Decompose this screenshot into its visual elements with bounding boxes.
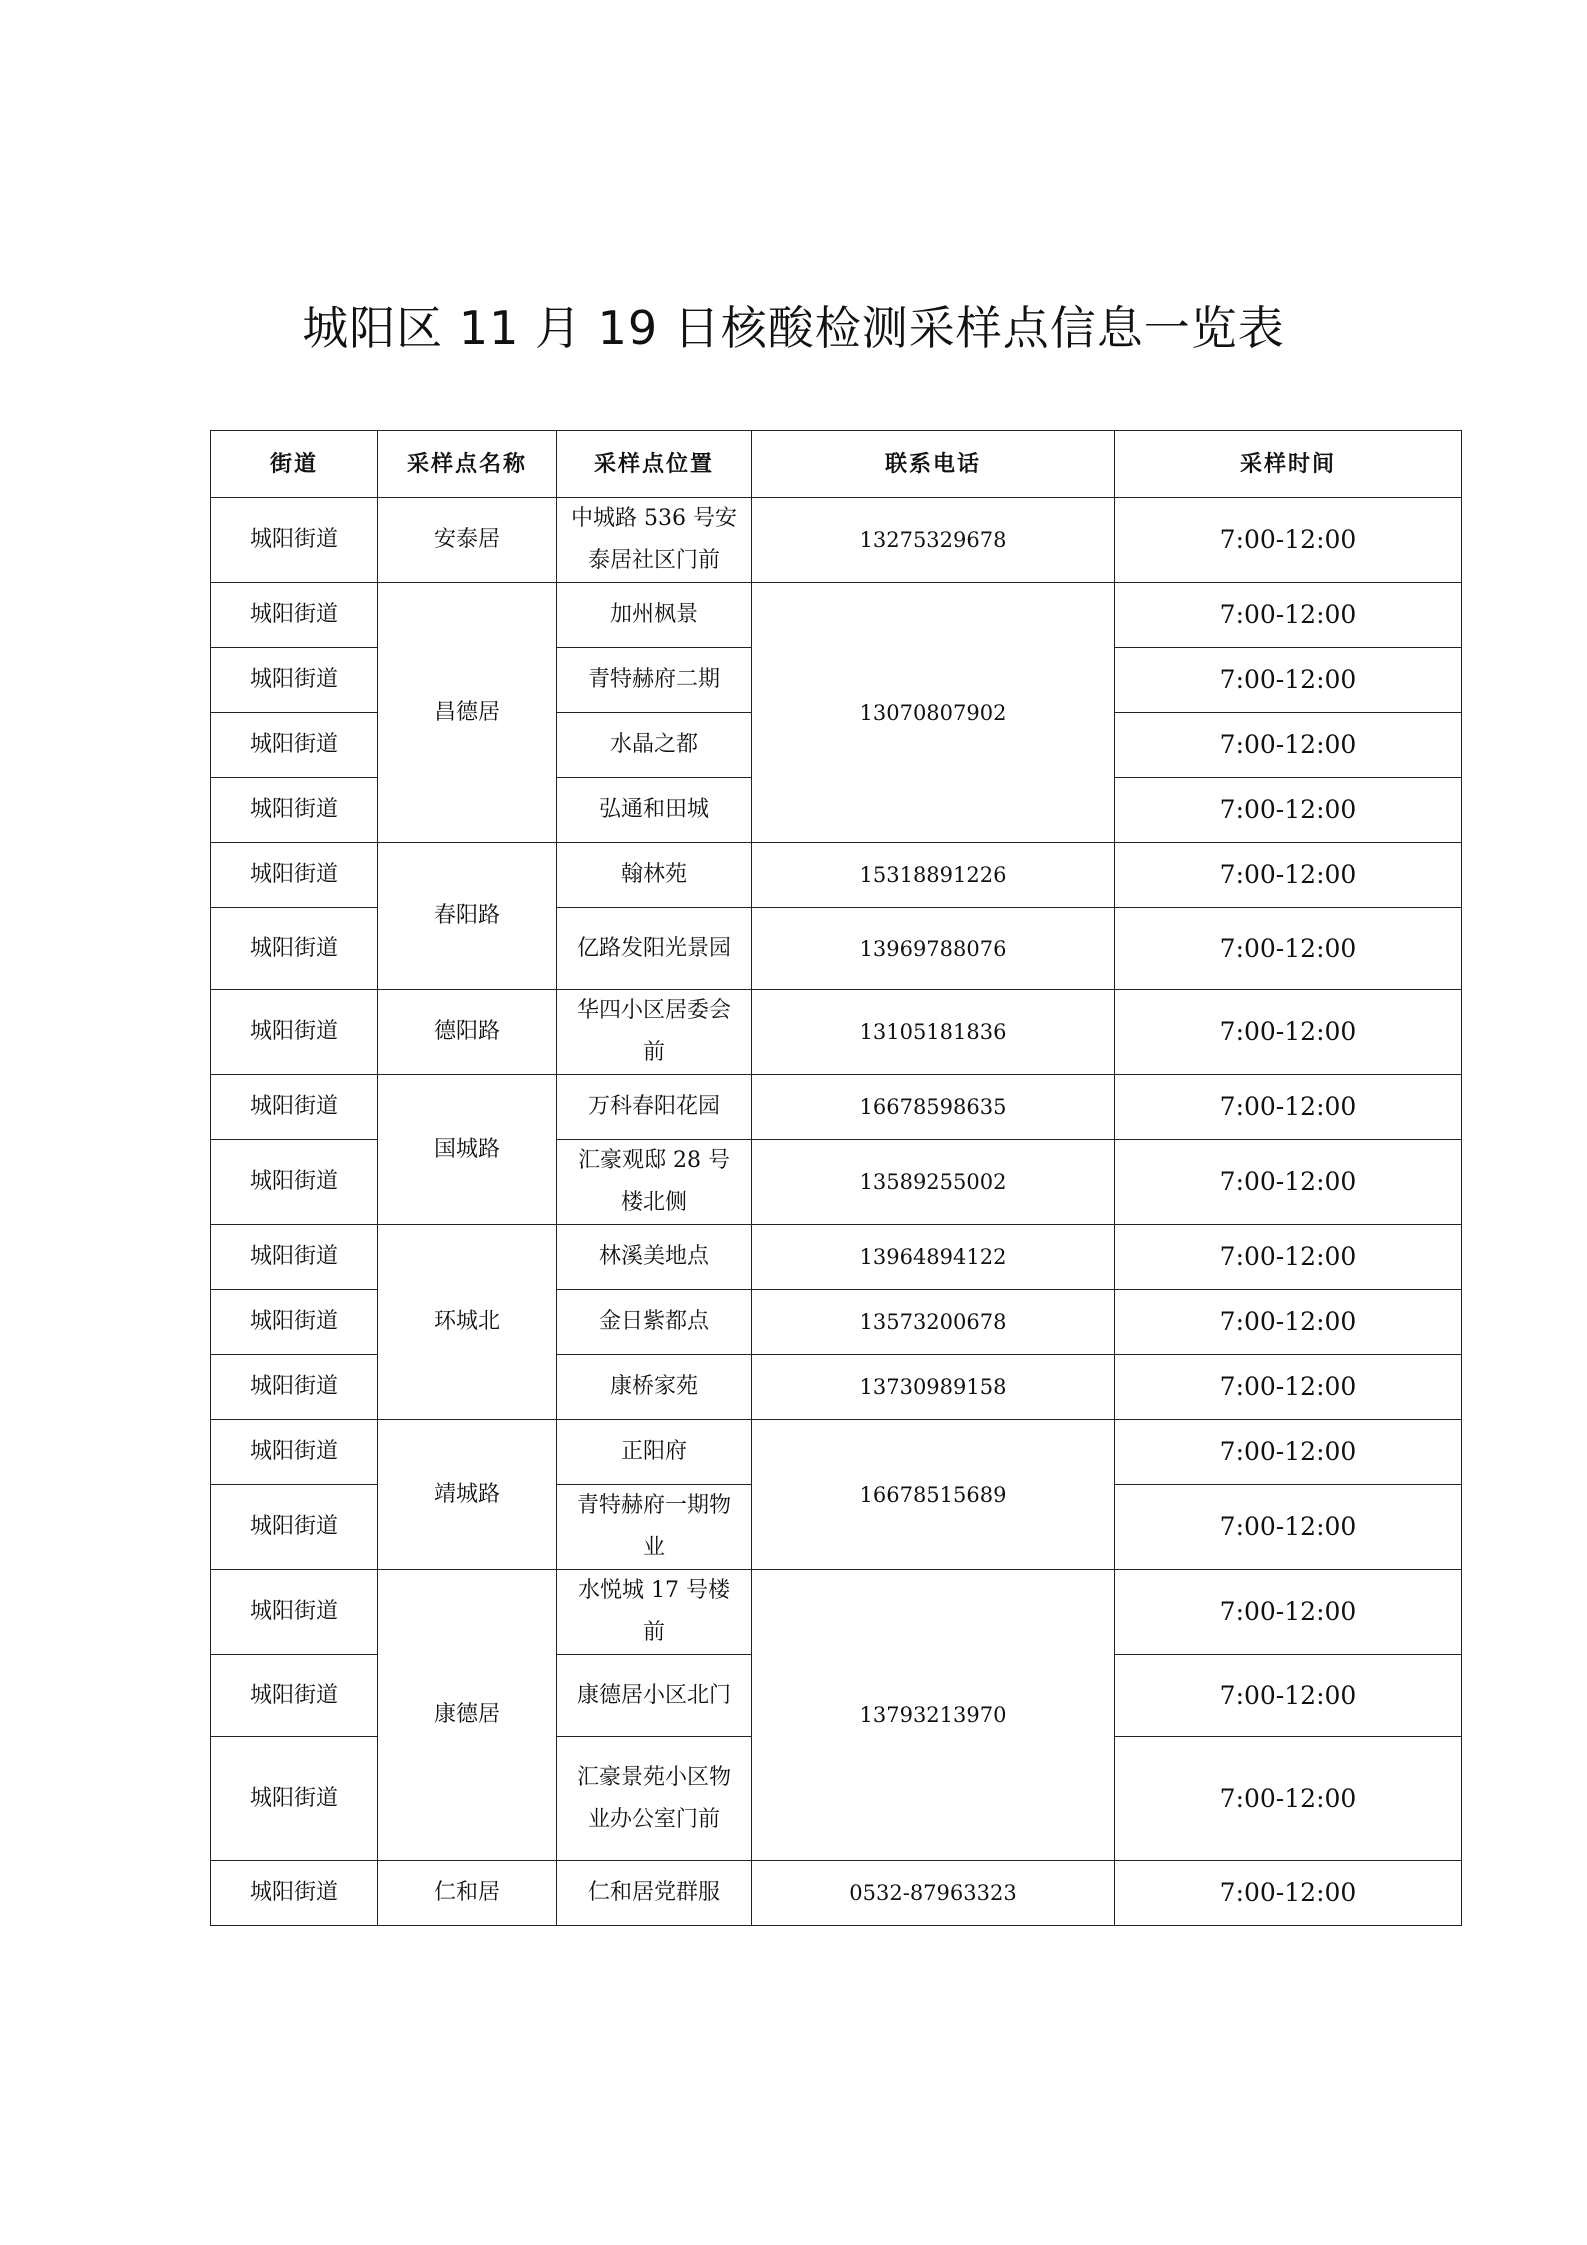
cell-street: 城阳街道 [211, 908, 378, 990]
cell-time: 7:00-12:00 [1115, 1655, 1462, 1737]
cell-phone: 13964894122 [752, 1225, 1115, 1290]
cell-location: 金日紫都点 [557, 1290, 752, 1355]
cell-time: 7:00-12:00 [1115, 1420, 1462, 1485]
cell-street: 城阳街道 [211, 1485, 378, 1570]
cell-street: 城阳街道 [211, 843, 378, 908]
cell-site-name: 靖城路 [378, 1420, 557, 1570]
cell-location: 康德居小区北门 [557, 1655, 752, 1737]
table-row [211, 990, 1462, 1075]
cell-location: 中城路 536 号安泰居社区门前 [557, 498, 752, 583]
cell-time: 7:00-12:00 [1115, 1075, 1462, 1140]
cell-location: 青特赫府二期 [557, 648, 752, 713]
cell-location: 万科春阳花园 [557, 1075, 752, 1140]
table-row [211, 843, 1462, 908]
cell-street: 城阳街道 [211, 1140, 378, 1225]
table-row [211, 1861, 1462, 1926]
cell-street: 城阳街道 [211, 1861, 378, 1926]
header-site-location: 采样点位置 [557, 431, 752, 498]
cell-location: 正阳府 [557, 1420, 752, 1485]
cell-phone: 13793213970 [752, 1570, 1115, 1861]
cell-location: 康桥家苑 [557, 1355, 752, 1420]
cell-phone: 13573200678 [752, 1290, 1115, 1355]
cell-location: 水晶之都 [557, 713, 752, 778]
cell-location: 亿路发阳光景园 [557, 908, 752, 990]
cell-phone: 13730989158 [752, 1355, 1115, 1420]
cell-street: 城阳街道 [211, 1225, 378, 1290]
cell-site-name: 仁和居 [378, 1861, 557, 1926]
cell-street: 城阳街道 [211, 713, 378, 778]
cell-street: 城阳街道 [211, 1570, 378, 1655]
cell-time: 7:00-12:00 [1115, 1570, 1462, 1655]
cell-site-name: 康德居 [378, 1570, 557, 1861]
cell-phone: 13589255002 [752, 1140, 1115, 1225]
cell-time: 7:00-12:00 [1115, 990, 1462, 1075]
cell-street: 城阳街道 [211, 778, 378, 843]
cell-site-name: 昌德居 [378, 583, 557, 843]
header-site-name: 采样点名称 [378, 431, 557, 498]
cell-street: 城阳街道 [211, 583, 378, 648]
cell-time: 7:00-12:00 [1115, 498, 1462, 583]
cell-phone: 16678598635 [752, 1075, 1115, 1140]
cell-phone: 13105181836 [752, 990, 1115, 1075]
cell-time: 7:00-12:00 [1115, 1225, 1462, 1290]
cell-time: 7:00-12:00 [1115, 1861, 1462, 1926]
cell-site-name: 德阳路 [378, 990, 557, 1075]
cell-location: 林溪美地点 [557, 1225, 752, 1290]
cell-time: 7:00-12:00 [1115, 843, 1462, 908]
cell-site-name: 安泰居 [378, 498, 557, 583]
cell-time: 7:00-12:00 [1115, 1485, 1462, 1570]
cell-site-name: 春阳路 [378, 843, 557, 990]
cell-location: 翰林苑 [557, 843, 752, 908]
cell-street: 城阳街道 [211, 1290, 378, 1355]
header-time: 采样时间 [1115, 431, 1462, 498]
cell-street: 城阳街道 [211, 1420, 378, 1485]
cell-site-name: 国城路 [378, 1075, 557, 1225]
cell-phone: 13275329678 [752, 498, 1115, 583]
cell-time: 7:00-12:00 [1115, 1355, 1462, 1420]
cell-street: 城阳街道 [211, 648, 378, 713]
cell-street: 城阳街道 [211, 498, 378, 583]
table-row [211, 1420, 1462, 1485]
cell-time: 7:00-12:00 [1115, 1290, 1462, 1355]
cell-location: 华四小区居委会前 [557, 990, 752, 1075]
cell-street: 城阳街道 [211, 1075, 378, 1140]
cell-time: 7:00-12:00 [1115, 908, 1462, 990]
cell-time: 7:00-12:00 [1115, 713, 1462, 778]
cell-time: 7:00-12:00 [1115, 648, 1462, 713]
table-header-row [211, 431, 1462, 498]
cell-phone: 13070807902 [752, 583, 1115, 843]
cell-street: 城阳街道 [211, 1655, 378, 1737]
cell-street: 城阳街道 [211, 990, 378, 1075]
cell-location: 汇豪景苑小区物业办公室门前 [557, 1737, 752, 1861]
table-row [211, 1225, 1462, 1290]
cell-time: 7:00-12:00 [1115, 583, 1462, 648]
cell-phone: 16678515689 [752, 1420, 1115, 1570]
cell-phone: 0532-87963323 [752, 1861, 1115, 1926]
cell-phone: 15318891226 [752, 843, 1115, 908]
table-row [211, 1570, 1462, 1655]
table-row [211, 583, 1462, 648]
cell-time: 7:00-12:00 [1115, 1140, 1462, 1225]
cell-location: 汇豪观邸 28 号楼北侧 [557, 1140, 752, 1225]
cell-phone: 13969788076 [752, 908, 1115, 990]
cell-street: 城阳街道 [211, 1355, 378, 1420]
table-row [211, 1075, 1462, 1140]
page-title: 城阳区 11 月 19 日核酸检测采样点信息一览表 [302, 301, 1285, 355]
cell-location: 加州枫景 [557, 583, 752, 648]
cell-street: 城阳街道 [211, 1737, 378, 1861]
header-phone: 联系电话 [752, 431, 1115, 498]
sampling-sites-table [210, 430, 1462, 1926]
cell-time: 7:00-12:00 [1115, 778, 1462, 843]
table-row [211, 498, 1462, 583]
header-street: 街道 [211, 431, 378, 498]
cell-location: 弘通和田城 [557, 778, 752, 843]
cell-location: 青特赫府一期物业 [557, 1485, 752, 1570]
cell-time: 7:00-12:00 [1115, 1737, 1462, 1861]
cell-site-name: 环城北 [378, 1225, 557, 1420]
cell-location: 仁和居党群服 [557, 1861, 752, 1926]
cell-location: 水悦城 17 号楼前 [557, 1570, 752, 1655]
